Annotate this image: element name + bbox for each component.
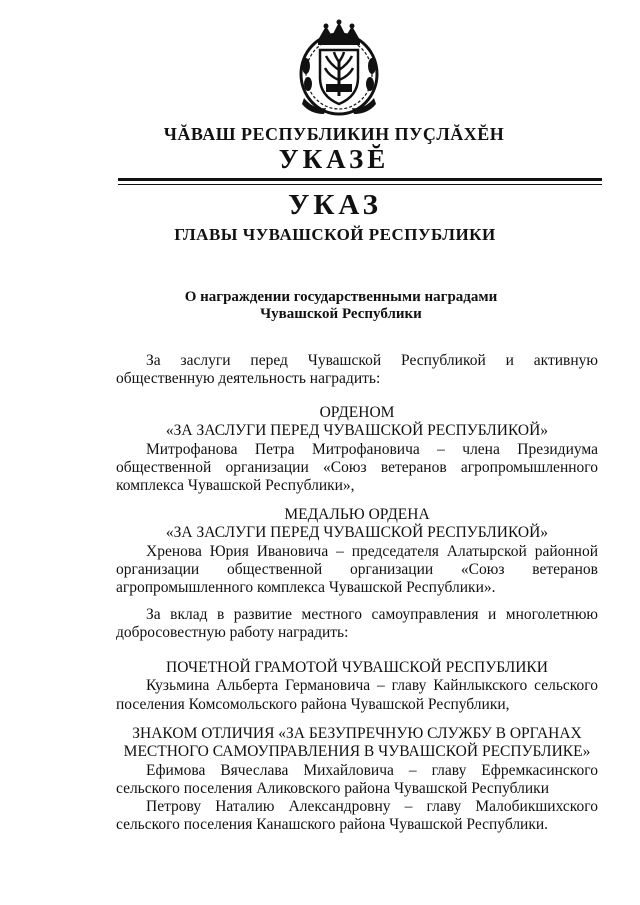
- coat-of-arms-emblem: [296, 18, 382, 118]
- distinction-recipient-1: Ефимова Вячеслава Михайловича – главу Ефремкасинского сельского поселения Аликовского района Чувашской Республики: [116, 761, 598, 797]
- header-republic-chuvash: ЧĂВАШ РЕСПУБЛИКИН ПУҪЛĂХĔН: [163, 124, 505, 144]
- medal-title-line1: МЕДАЛЬЮ ОРДЕНА: [284, 506, 430, 523]
- header-ukaze-chuvash: УКАЗĔ: [278, 144, 390, 174]
- header-divider-thin: [118, 184, 602, 185]
- document-subject-line1: О награждении государственными наградами: [184, 289, 498, 305]
- medal-recipient: Хренова Юрия Ивановича – председателя Алатырской районной организации общественной организации «Союз ветеранов агропромышленного комплекса Чувашской Республики».: [116, 542, 598, 597]
- header-divider-thick: [118, 178, 602, 181]
- distinction-title-line2: МЕСТНОГО САМОУПРАВЛЕНИЯ В ЧУВАШСКОЙ РЕСПУБЛИКЕ»: [123, 743, 591, 761]
- intro-paragraph-1: За заслуги перед Чувашской Республикой и активную общественную деятельность наградить:: [116, 352, 598, 388]
- document-subject-line2: Чувашской Республики: [260, 306, 422, 322]
- intro-paragraph-2: За вклад в развитие местного самоуправления и многолетнюю добросовестную работу наградить:: [116, 606, 598, 642]
- order-title-line2: «ЗА ЗАСЛУГИ ПЕРЕД ЧУВАШСКОЙ РЕСПУБЛИКОЙ»: [165, 422, 549, 440]
- header-ukaz: УКАЗ: [288, 189, 382, 221]
- header-head-title: ГЛАВЫ ЧУВАШСКОЙ РЕСПУБЛИКИ: [174, 225, 496, 244]
- gramota-recipient: Кузьмина Альберта Германовича – главу Кайнлыкского сельского поселения Комсомольского района Чувашской Республики,: [116, 677, 598, 713]
- gramota-title: ПОЧЕТНОЙ ГРАМОТОЙ ЧУВАШСКОЙ РЕСПУБЛИКИ: [166, 659, 548, 676]
- order-recipient: Митрофанова Петра Митрофановича – члена Президиума общественной организации «Союз ветеранов агропромышленного комплекса Чувашской Республики»,: [116, 440, 598, 495]
- distinction-recipient-2: Петрову Наталию Александровну – главу Малобикшихского сельского поселения Канашского района Чувашской Республики.: [116, 798, 598, 834]
- order-title-line1: ОРДЕНОМ: [319, 404, 395, 421]
- distinction-title-line1: ЗНАКОМ ОТЛИЧИЯ «ЗА БЕЗУПРЕЧНУЮ СЛУЖБУ В ОРГАНАХ: [132, 725, 582, 742]
- medal-title-line2: «ЗА ЗАСЛУГИ ПЕРЕД ЧУВАШСКОЙ РЕСПУБЛИКОЙ»: [165, 524, 549, 542]
